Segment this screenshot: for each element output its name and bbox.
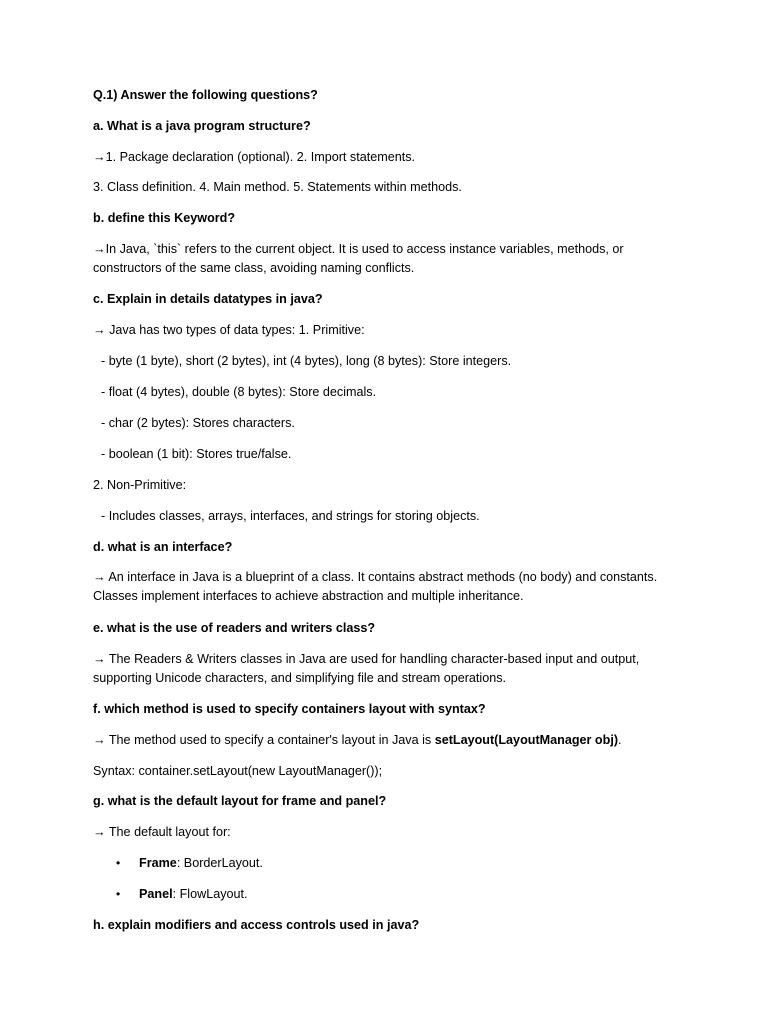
answer-b: →In Java, `this` refers to the current object. It is used to access instance variables, methods, or constructors of the same class, avoiding naming conflicts. <box>93 242 624 275</box>
panel-value: : FlowLayout. <box>172 887 248 901</box>
question-d: d. what is an interface? <box>93 540 233 554</box>
question-h: h. explain modifiers and access controls used in java? <box>93 918 420 932</box>
answer-c-line-1: → Java has two types of data types: 1. Primitive: <box>93 323 365 337</box>
answer-g-panel <box>139 885 739 904</box>
answer-e: → The Readers & Writers classes in Java are used for handling character-based input and output, supporting Unicode characters, and simplifying file and stream operations. <box>93 652 640 685</box>
question-f: f. which method is used to specify containers layout with syntax? <box>93 702 486 716</box>
answer-c-line-4: - char (2 bytes): Stores characters. <box>101 416 295 430</box>
bullet-icon: • <box>116 856 121 870</box>
panel-label: Panel <box>139 887 173 901</box>
answer-c-line-5: - boolean (1 bit): Stores true/false. <box>101 447 292 461</box>
answer-f-text: → The method used to specify a container's layout in Java is <box>93 733 435 747</box>
answer-f-syntax: Syntax: container.setLayout(new LayoutManager()); <box>93 764 383 778</box>
answer-c-line-3: - float (4 bytes), double (8 bytes): Store decimals. <box>101 385 377 399</box>
question-heading: Q.1) Answer the following questions? <box>93 88 318 102</box>
answer-a-line-2: 3. Class definition. 4. Main method. 5. Statements within methods. <box>93 180 462 194</box>
answer-g-line-1: → The default layout for: <box>93 825 231 839</box>
frame-label: Frame <box>139 856 177 870</box>
answer-f-line-1 <box>93 731 693 750</box>
answer-a-line-1: →1. Package declaration (optional). 2. Import statements. <box>93 150 416 164</box>
question-c: c. Explain in details datatypes in java? <box>93 292 323 306</box>
answer-c-line-2: - byte (1 byte), short (2 bytes), int (4 bytes), long (8 bytes): Store integers. <box>101 354 512 368</box>
answer-c-line-7: - Includes classes, arrays, interfaces, and strings for storing objects. <box>101 509 480 523</box>
frame-value: : BorderLayout. <box>176 856 263 870</box>
answer-c-line-6: 2. Non-Primitive: <box>93 478 187 492</box>
answer-f-period: . <box>618 733 622 747</box>
question-e: e. what is the use of readers and writers class? <box>93 621 376 635</box>
bullet-icon: • <box>116 887 121 901</box>
question-a: a. What is a java program structure? <box>93 119 311 133</box>
question-g: g. what is the default layout for frame and panel? <box>93 794 387 808</box>
answer-g-frame <box>139 854 739 873</box>
question-b: b. define this Keyword? <box>93 211 236 225</box>
answer-d: → An interface in Java is a blueprint of a class. It contains abstract methods (no body) and constants. Classes implement interfaces to achieve abstraction and multiple inheritance. <box>93 570 658 603</box>
answer-f-method: setLayout(LayoutManager obj) <box>434 733 619 747</box>
